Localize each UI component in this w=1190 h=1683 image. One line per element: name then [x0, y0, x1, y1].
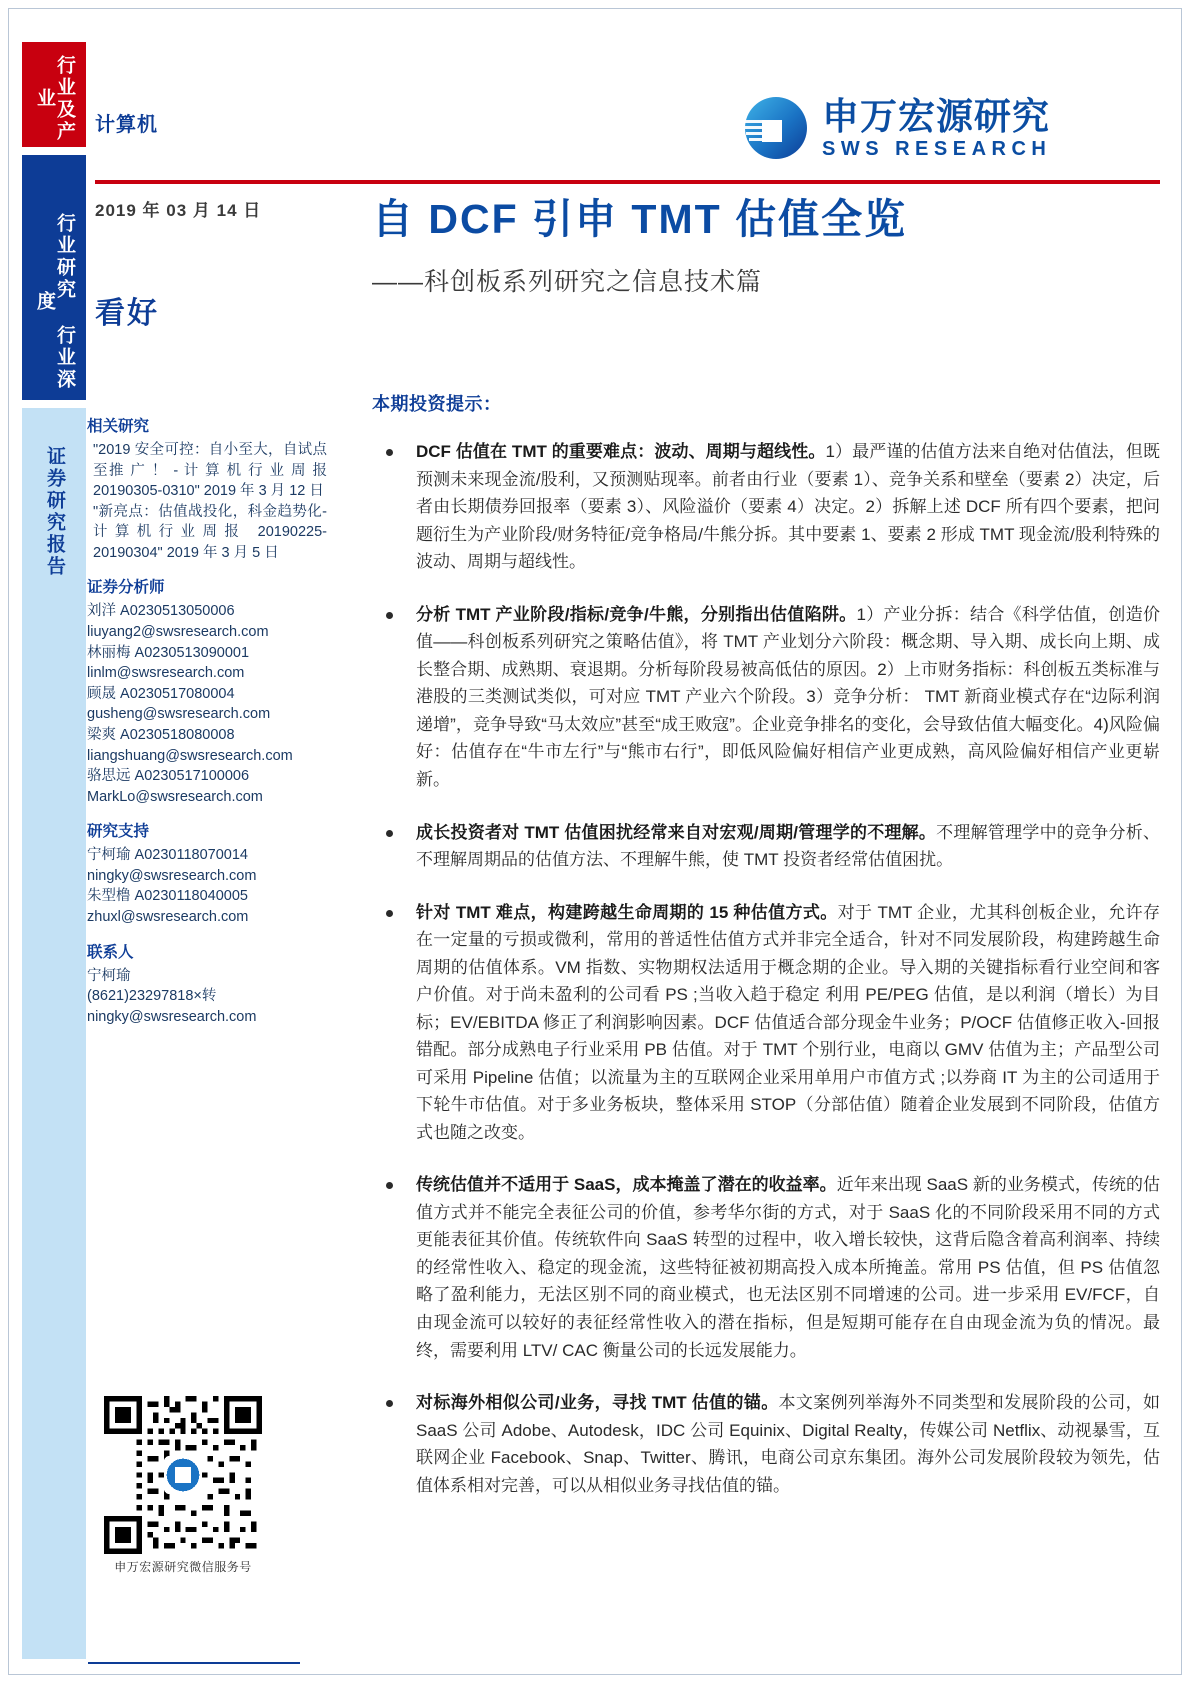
analyst-entry: linlm@swsresearch.com — [87, 665, 245, 682]
sidebar-tab-research — [22, 155, 86, 400]
analyst-entry: MarkLo@swsresearch.com — [87, 788, 263, 805]
support-entry: ningky@swsresearch.com — [87, 867, 257, 884]
tip-item-text: 本文案例列举海外不同类型和发展阶段的公司，如 SaaS 公司 Adobe、Autodesk，IDC 公司 Equinix、Digital Realty，传媒公司 Netflix、动视暴雪，互联网企业 Facebook、Snap、Twitter、腾讯，电商公司京东集团。海外公司发展阶段较为领先，估值体系相对完善，可以从相似业务寻找估值的锚。 — [416, 1393, 1160, 1495]
analyst-entry: gusheng@swsresearch.com — [87, 706, 271, 723]
contact-entry: (8621)23297818×转 — [87, 988, 217, 1005]
tip-item-bold: 分析 TMT 产业阶段/指标/竞争/牛熊，分别指出估值陷阱。 — [416, 604, 857, 624]
qr-code-icon — [104, 1396, 262, 1554]
tip-item-text: 1）最严谨的估值方法来自绝对估值法，但既预测未来现金流/股利，又预测贴现率。前者由行业（要素 1）、竞争关系和壁垒（要素 2）决定，后者由长期债券回报率（要素 3）、风险溢价（要素 4）决定。2）拆解上述 DCF 所有四个要素，把问题衍生为产业阶段/财务特征/竞争格局/牛熊分拆。其中要素 1、要素 2 形成 TMT 现金流/股利特殊的波动、周期与超线性。 — [416, 442, 1160, 572]
left-meta-column — [87, 416, 327, 1041]
qr-caption: 申万宏源研究微信服务号 — [114, 1560, 252, 1574]
research-support-list — [87, 845, 327, 927]
tip-item — [372, 438, 1160, 576]
support-entry: zhuxl@swsresearch.com — [87, 908, 249, 925]
contact-entry: 宁柯瑜 — [87, 967, 131, 984]
analysts-heading: 证券分析师 — [87, 579, 165, 597]
related-research-item: "2019 安全可控：自小至大，自试点至推 广 ！ - 计 算 机 行 业 周 报 20190305-0310" 2019 年 3 月 12 日 — [93, 442, 327, 500]
report-date: 2019 年 03 月 14 日 — [95, 201, 262, 220]
tip-item-text: 近年来出现 SaaS 新的业务模式，传统的估值方式并不能完全表征公司的价值，参考华尔街的方式，对于 SaaS 化的不同阶段采用不同的方式更能表征其价值。传统软件向 SaaS 转型的过程中，收入增长较快，这背后隐含着高利润率、持续的经常性收入、稳定的现金流，这些特征被初期高投入成本所掩盖。常用 PS 估值，但 PS 估值忽略了盈利能力，无法区别不同的商业模式，也无法区别不同增速的公司。进一步采用 EV/FCF，自由现金流可以较好的表征经常性收入的潜在指标，但是短期可能存在自由现金流为负的情况。最终，需要利用 LTV/ CAC 衡量公司的长远发展能力。 — [416, 1175, 1160, 1360]
tip-item — [372, 601, 1160, 794]
tip-item — [372, 819, 1160, 874]
analyst-entry: 梁爽 A0230518080008 — [87, 726, 235, 743]
related-research-item: "新亮点：估值战投化，科金趋势化-计算机行业周报 20190225-20190304" 2019 年 3 月 5 日 — [93, 503, 327, 561]
sidebar-tab-industry — [22, 42, 86, 147]
header-divider — [95, 180, 1160, 184]
brand-logo-text — [822, 95, 1052, 160]
tip-item-text: 对于 TMT 企业，尤其科创板企业，允许存在一定量的亏损或微利，常用的普适性估值方式并非完全适合，针对不同发展阶段，构建跨越生命周期的估值体系。VM 指数、实物期权法适用于概念期的企业。导入期的关键指标看行业空间和客户价值。对于尚未盈利的公司看 PS ;当收入趋于稳定 利用 PE/PEG 估值，是以利润（增长）为目标；EV/EBITDA 修正了利润影响因素。DCF 估值适合部分现金牛业务；P/OCF 估值修正收入-回报错配。部分成熟电子行业采用 PB 估值。对于 TMT 个别行业，电商以 GMV 估值为主；产品型公司可采用 Pipeline 估值；以流量为主的互联网企业采用单用户市值方式 ;以券商 IT 为主的公司适用于下轮牛市估值。对于多业务板块，整体采用 STOP（分部估值）随着企业发展到不同阶段，估值方式也随之改变。 — [416, 902, 1160, 1142]
sidebar-tab-industry-label: 行业及产业 — [34, 54, 75, 143]
main-content — [372, 196, 1160, 1524]
analyst-entry: liangshuang@swsresearch.com — [87, 747, 293, 764]
industry-label: 计算机 — [95, 114, 158, 136]
tip-item — [372, 1171, 1160, 1364]
analyst-entry: 骆思远 A0230517100006 — [87, 768, 250, 785]
investment-tips-heading: 本期投资提示： — [372, 394, 502, 415]
sidebar-tab-research-label: 行业研究 行业深度 — [34, 212, 75, 391]
analyst-entry: liuyang2@swsresearch.com — [87, 624, 269, 641]
sidebar-tab-report — [22, 408, 86, 1659]
tip-item-bold: DCF 估值在 TMT 的重要难点：波动、周期与超线性。 — [416, 442, 826, 462]
brand-logo — [740, 88, 1060, 168]
brand-name-cn: 申万宏源研究 — [822, 95, 1050, 137]
analysts-list — [87, 601, 327, 807]
tip-item-bold: 针对 TMT 难点，构建跨越生命周期的 15 种估值方式。 — [416, 902, 838, 922]
research-support-heading: 研究支持 — [87, 823, 150, 841]
analyst-entry: 刘洋 A0230513050006 — [87, 603, 235, 620]
wechat-qr-block — [98, 1396, 268, 1575]
support-entry: 宁柯瑜 A0230118070014 — [87, 847, 248, 864]
page-subtitle: ——科创板系列研究之信息技术篇 — [372, 268, 763, 297]
investment-tips-list — [372, 438, 1160, 1499]
tip-item-text: 1）产业分拆：结合《科学估值，创造价值——科创板系列研究之策略估值》，将 TMT 产业划分六阶段：概念期、导入期、成长向上期、成长整合期、成熟期、衰退期。分析每阶段易被高低估的原因。2）上市财务指标：科创板五类标准与港股的三类测试类似，可对应 TMT 产业六个阶段。3）竞争分析： TMT 新商业模式存在“边际利润递增”，竞争导致“马太效应”甚至“成王败寇”。企业竞争排名的变化，会导致估值大幅变化。4)风险偏好：估值存在“牛市左行”与“熊市右行”，即低风险偏好相信产业更成熟，高风险偏好相信产业更崭新。 — [416, 604, 1160, 789]
contact-heading: 联系人 — [87, 943, 134, 961]
tip-item-bold: 对标海外相似公司/业务，寻找 TMT 估值的锚。 — [416, 1393, 779, 1413]
related-research-heading: 相关研究 — [87, 418, 150, 435]
left-column-divider — [88, 1662, 300, 1664]
contact-entry: ningky@swsresearch.com — [87, 1008, 257, 1025]
tip-item-bold: 传统估值并不适用于 SaaS，成本掩盖了潜在的收益率。 — [416, 1175, 837, 1195]
analyst-entry: 林丽梅 A0230513090001 — [87, 644, 250, 661]
contact-list — [87, 966, 327, 1028]
page-title: 自 DCF 引申 TMT 估值全览 — [372, 196, 908, 242]
sws-circle-logo-icon — [740, 92, 812, 164]
tip-item-text: 不理解管理学中的竞争分析、不理解周期品的估值方法、不理解牛熊，使 TMT 投资者经常估值困扰。 — [416, 822, 1160, 870]
brand-name-en: SWS RESEARCH — [822, 137, 1052, 160]
rating-badge: 看好 — [95, 297, 159, 330]
sidebar-tab-report-label: 证券研究报告 — [43, 446, 65, 578]
tip-item — [372, 1389, 1160, 1499]
support-entry: 朱型橹 A0230118040005 — [87, 888, 248, 905]
analyst-entry: 顾晟 A0230517080004 — [87, 685, 235, 702]
tip-item-bold: 成长投资者对 TMT 估值困扰经常来自对宏观/周期/管理学的不理解。 — [416, 822, 937, 842]
tip-item — [372, 899, 1160, 1147]
